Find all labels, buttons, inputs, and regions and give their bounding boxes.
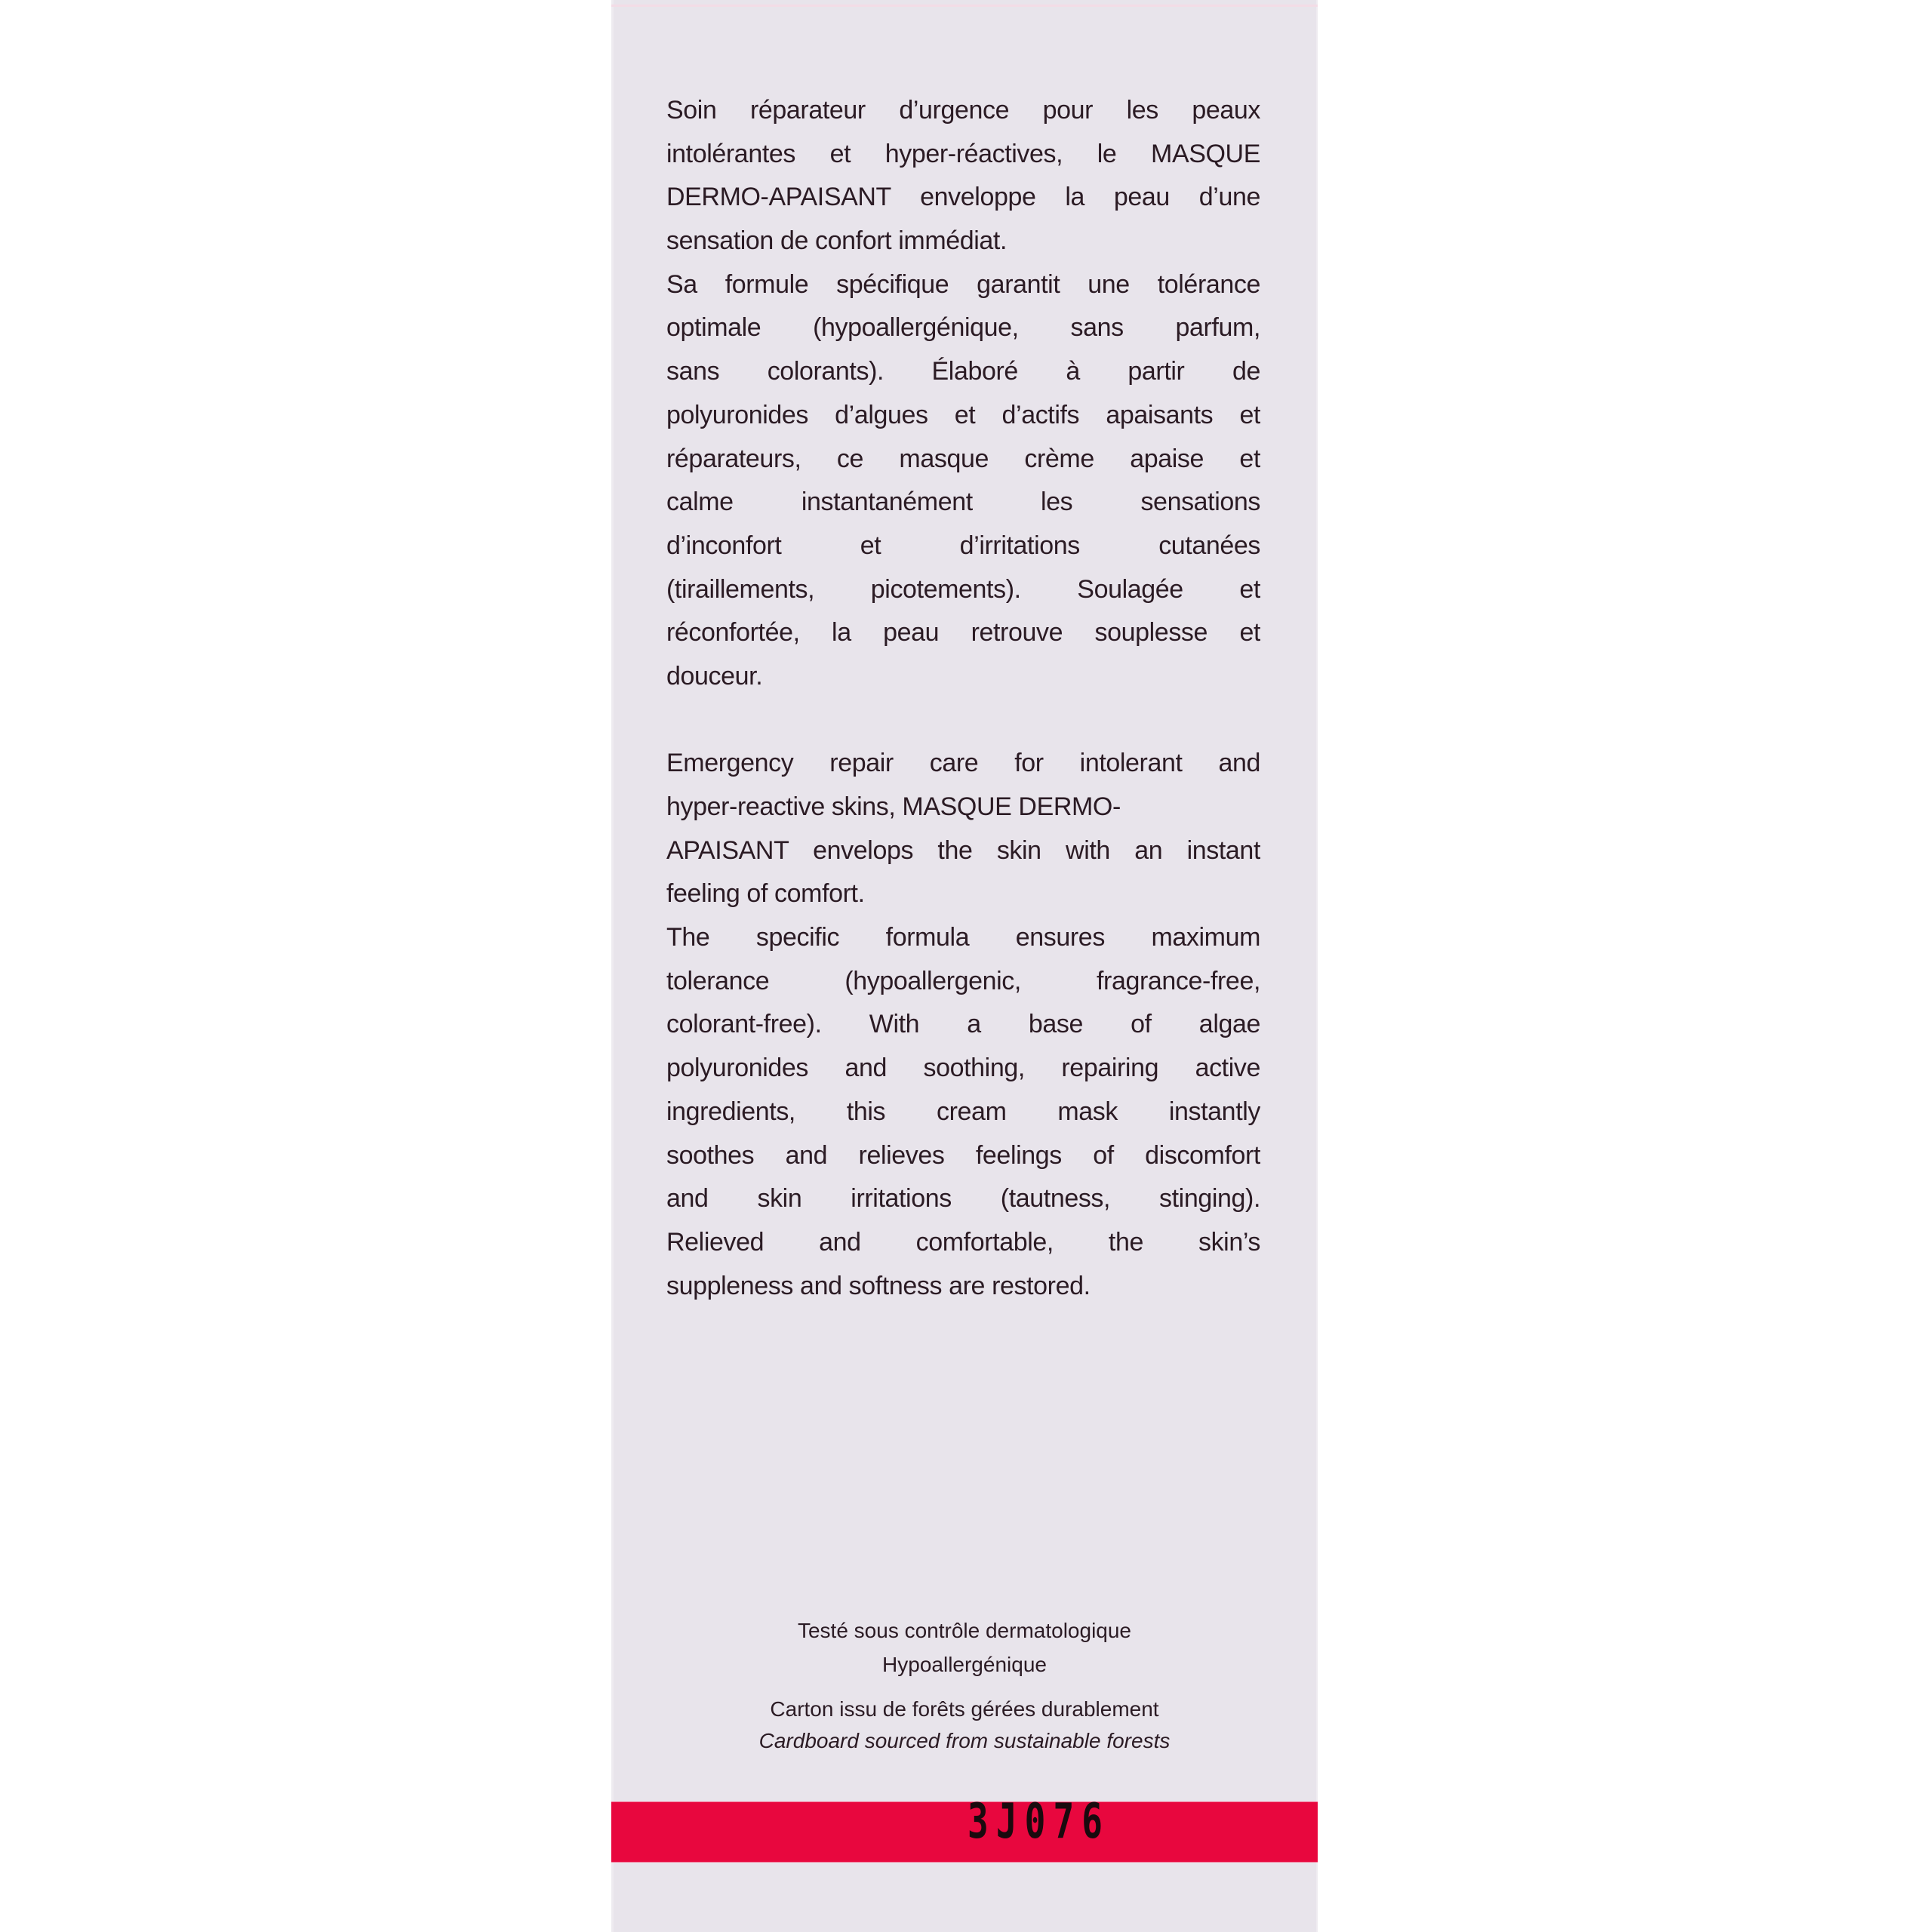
- en-line: APAISANT envelops the skin with an instant: [666, 835, 1260, 865]
- hypoallergenic-text: Hypoallergénique: [882, 1653, 1047, 1676]
- description-text: [666, 89, 1260, 1308]
- fr-line: réconfortée, la peau retrouve souplesse et: [666, 618, 1260, 648]
- fr-line: polyuronides d’algues et d’actifs apaisants et: [666, 400, 1260, 429]
- en-line: Emergency repair care for intolerant and: [666, 749, 1260, 778]
- en-line: colorant-free). With a base of algae: [666, 1010, 1260, 1039]
- fr-line: d’inconfort et d’irritations cutanées: [666, 531, 1260, 560]
- en-line: and skin irritations (tautness, stinging).: [666, 1184, 1260, 1214]
- en-line: The specific formula ensures maximum: [666, 923, 1260, 952]
- fr-line: réparateurs, ce masque crème apaise et: [666, 444, 1260, 473]
- sustainable-carton-en-text: Cardboard sourced from sustainable forests: [758, 1729, 1171, 1752]
- en-line: soothes and relieves feelings of discomfort: [666, 1140, 1260, 1170]
- fr-line: sensation de confort immédiat.: [666, 226, 1008, 256]
- en-line: polyuronides and soothing, repairing active: [666, 1054, 1260, 1083]
- lot-code: 3J076: [968, 1794, 1111, 1850]
- fr-line: optimale (hypoallergénique, sans parfum,: [666, 313, 1260, 343]
- sustainable-carton-fr-text: Carton issu de forêts gérées durablement: [770, 1697, 1159, 1721]
- en-line: suppleness and softness are restored.: [666, 1271, 1091, 1300]
- dermatologically-tested-text: Testé sous contrôle dermatologique: [797, 1619, 1132, 1642]
- fr-line: Soin réparateur d’urgence pour les peaux: [666, 96, 1260, 125]
- paragraph-spacer: [666, 699, 1260, 743]
- en-line: feeling of comfort.: [666, 879, 865, 909]
- fr-line: intolérantes et hyper-réactives, le MASQUE: [666, 139, 1260, 168]
- red-band: [611, 1794, 1318, 1863]
- en-line: ingredients, this cream mask instantly: [666, 1097, 1260, 1126]
- product-box-panel: [611, 0, 1318, 1932]
- fr-line: (tiraillements, picotements). Soulagée et: [666, 574, 1260, 604]
- top-edge-strip: [611, 5, 1318, 7]
- en-line: tolerance (hypoallergenic, fragrance-free,: [666, 966, 1260, 995]
- en-line: hyper-reactive skins, MASQUE DERMO-: [666, 792, 1121, 821]
- fr-line: douceur.: [666, 661, 763, 691]
- fr-line: DERMO-APAISANT enveloppe la peau d’une: [666, 183, 1260, 212]
- fr-line: calme instantanément les sensations: [666, 488, 1260, 517]
- en-line: Relieved and comfortable, the skin’s: [666, 1227, 1260, 1257]
- fr-line: Sa formule spécifique garantit une tolérance: [666, 269, 1260, 299]
- fr-line: sans colorants). Élaboré à partir de: [666, 357, 1260, 386]
